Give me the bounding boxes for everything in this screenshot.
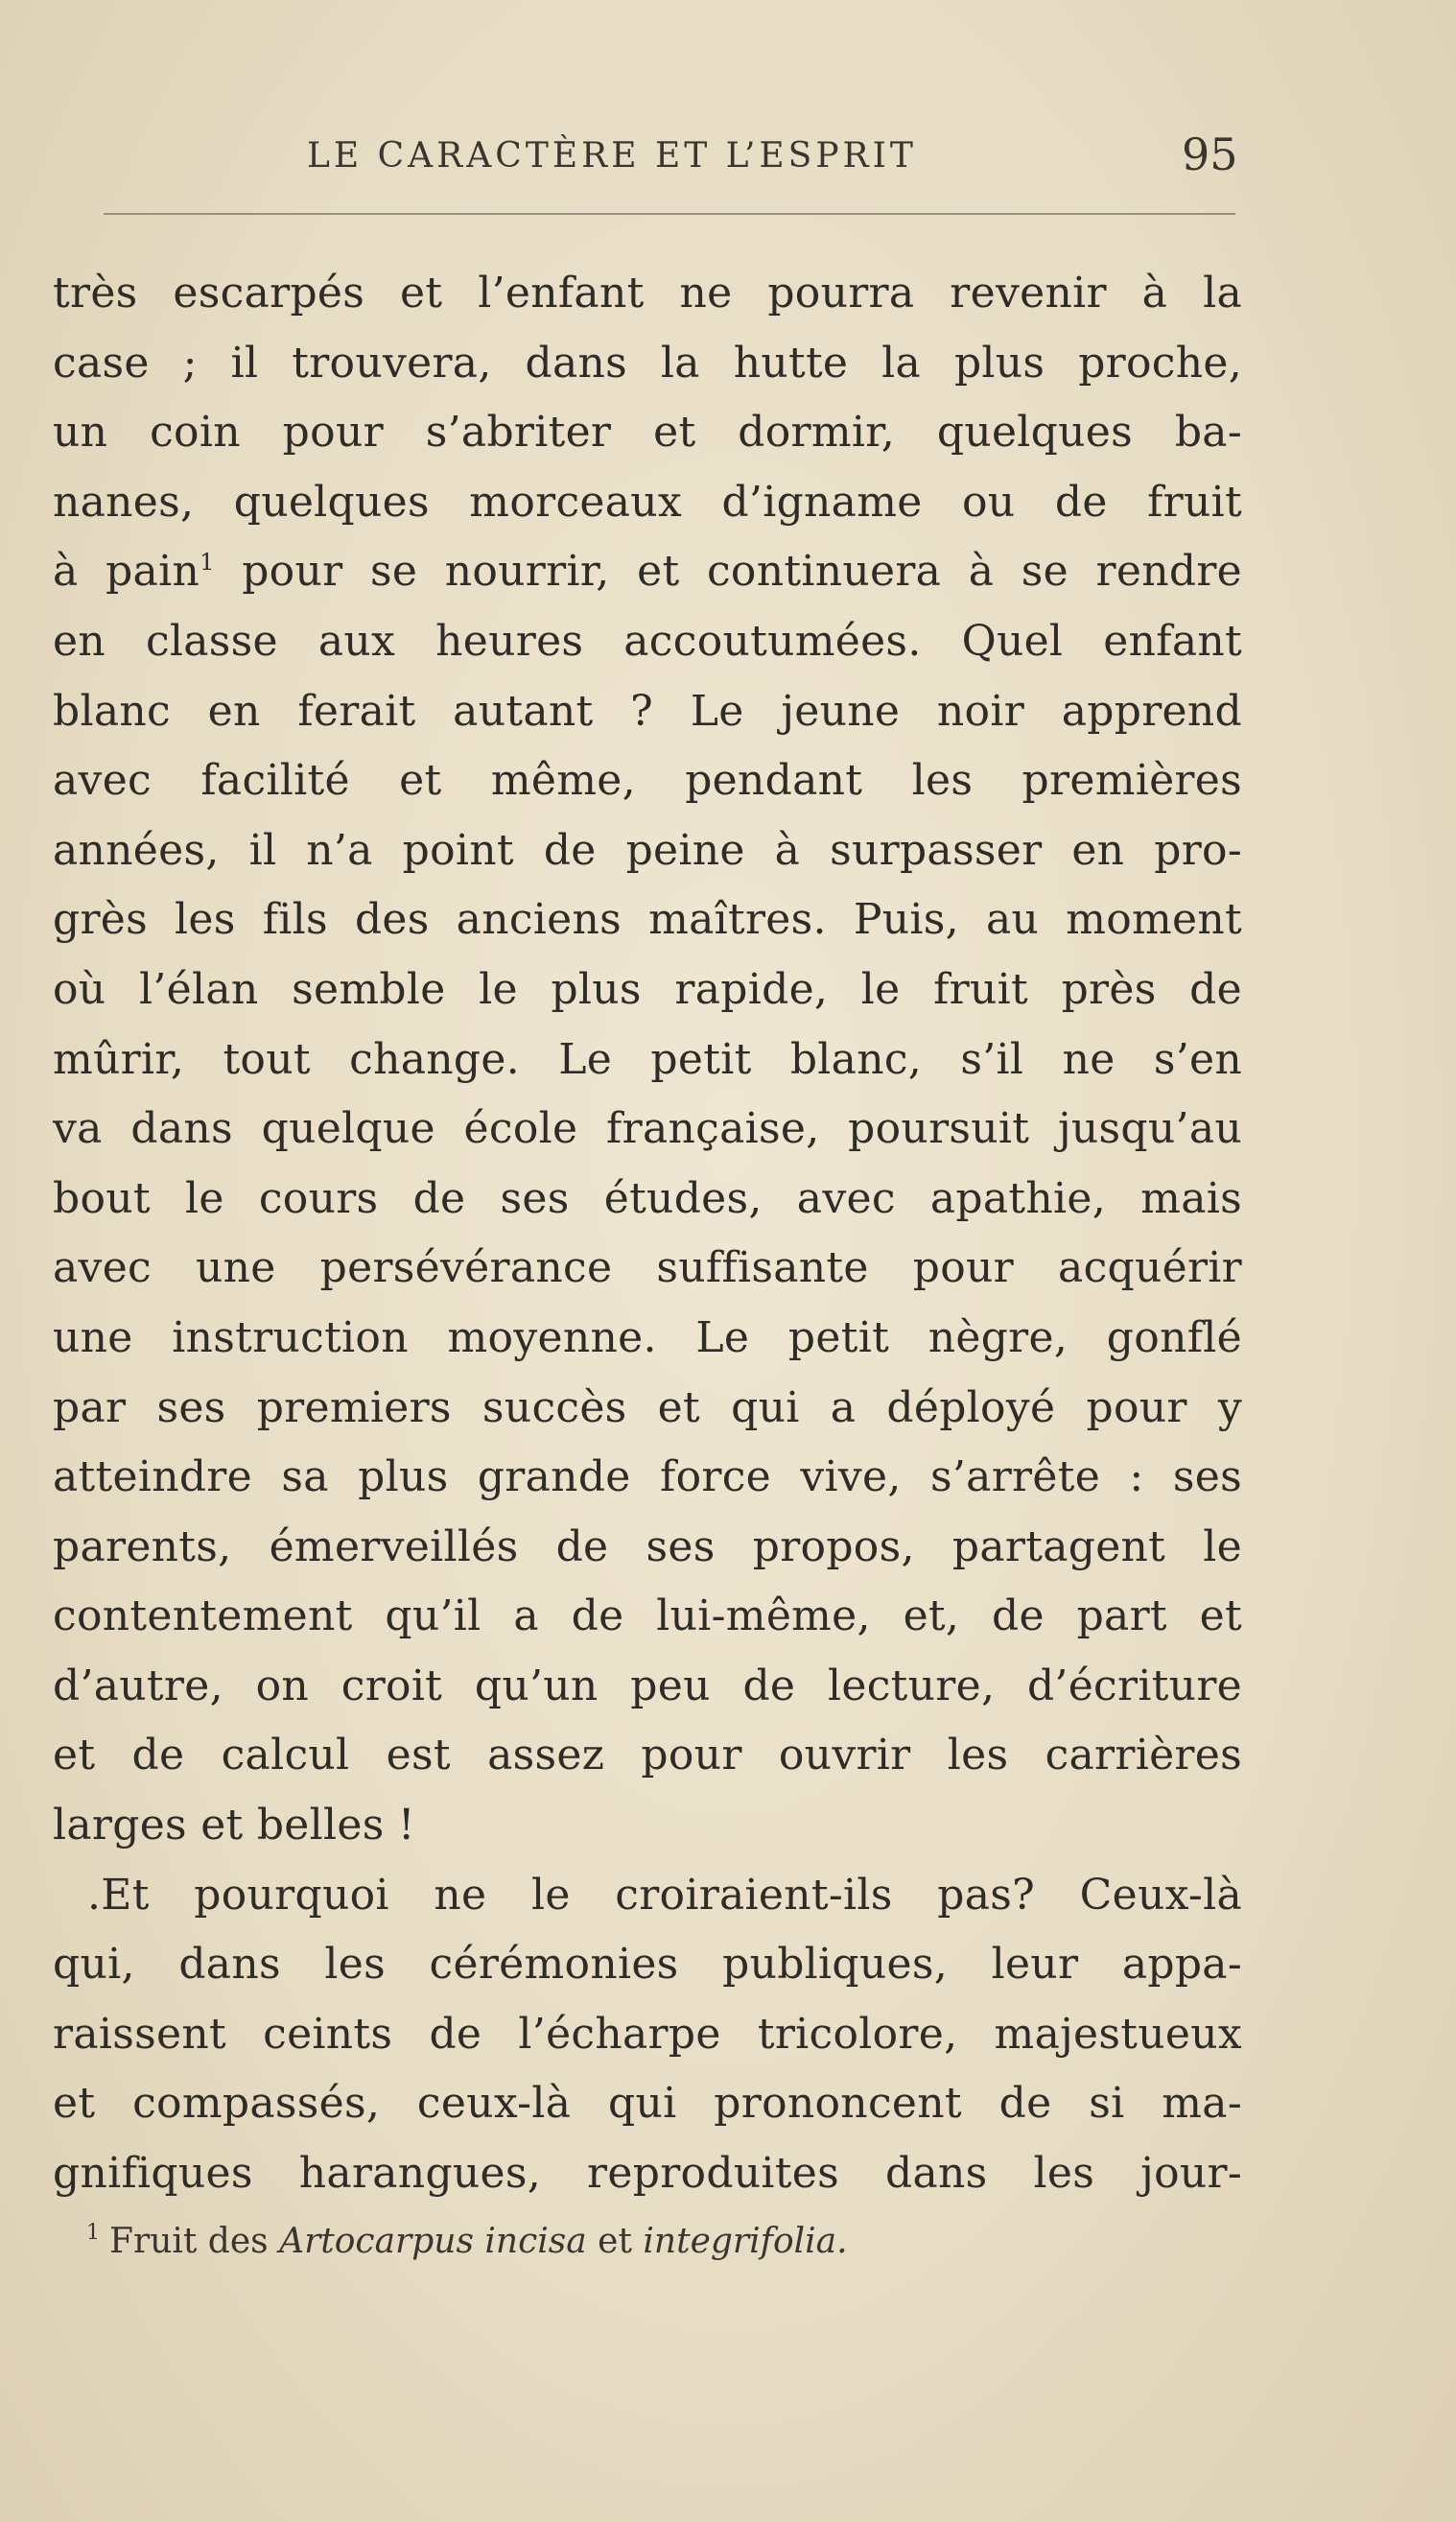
footnote-text: et bbox=[586, 2222, 644, 2261]
text-line: un coin pour s’abriter et dormir, quelques ba- bbox=[53, 408, 1242, 458]
text-fragment: pour se nourrir, et continuera à se rendre bbox=[214, 547, 1242, 597]
footnote-species-2: integrifolia. bbox=[643, 2222, 848, 2261]
text-line: va dans quelque école française, poursuit jusqu’au bbox=[53, 1104, 1242, 1154]
text-line: contentement qu’il a de lui-même, et, de part et bbox=[53, 1591, 1242, 1641]
footnote-mark: 1 bbox=[86, 2221, 100, 2245]
text-line: d’autre, on croit qu’un peu de lecture, d’écriture bbox=[53, 1661, 1242, 1710]
text-line: bout le cours de ses études, avec apathie, mais bbox=[53, 1173, 1242, 1223]
text-line: grès les fils des anciens maîtres. Puis, au moment bbox=[53, 895, 1242, 945]
text-line: blanc en ferait autant ? Le jeune noir apprend bbox=[53, 686, 1242, 736]
header-rule bbox=[104, 213, 1235, 215]
footnote bbox=[86, 2221, 848, 2261]
text-line: case ; il trouvera, dans la hutte la plus proche, bbox=[53, 338, 1242, 388]
footnote-species-1: Artocarpus incisa bbox=[279, 2222, 587, 2261]
text-line: avec facilité et même, pendant les premières bbox=[53, 756, 1242, 806]
text-line: où l’élan semble le plus rapide, le fruit près de bbox=[53, 964, 1242, 1014]
text-line: années, il n’a point de peine à surpasser en pro- bbox=[53, 825, 1242, 875]
text-line: qui, dans les cérémonies publiques, leur appa- bbox=[53, 1940, 1242, 1990]
text-line: parents, émerveillés de ses propos, partagent le bbox=[53, 1521, 1242, 1571]
text-line: très escarpés et l’enfant ne pourra revenir à la bbox=[53, 269, 1242, 318]
text-line: et compassés, ceux-là qui prononcent de si ma- bbox=[53, 2079, 1242, 2129]
running-head: LE CARACTÈRE ET L’ESPRIT bbox=[307, 136, 917, 176]
text-line: gnifiques harangues, reproduites dans les jour- bbox=[53, 2149, 1242, 2199]
text-line: et de calcul est assez pour ouvrir les carrières bbox=[53, 1731, 1242, 1780]
text-line-paragraph-start: .Et pourquoi ne le croiraient-ils pas? Ceux-là bbox=[87, 1870, 1242, 1920]
text-line: raissent ceints de l’écharpe tricolore, majestueux bbox=[53, 2009, 1242, 2059]
body-text bbox=[53, 259, 1242, 2209]
footnote-ref: 1 bbox=[200, 549, 215, 577]
text-line: mûrir, tout change. Le petit blanc, s’il ne s’en bbox=[53, 1034, 1242, 1084]
page-number: 95 bbox=[1182, 129, 1238, 180]
footnote-text: Fruit des bbox=[109, 2222, 280, 2261]
text-line: en classe aux heures accoutumées. Quel enfant bbox=[53, 616, 1242, 666]
text-line: atteindre sa plus grande force vive, s’arrête : ses bbox=[53, 1452, 1242, 1502]
text-line-paragraph-end: larges et belles ! bbox=[53, 1801, 415, 1850]
text-line: par ses premiers succès et qui a déployé pour y bbox=[53, 1382, 1242, 1432]
text-line: avec une persévérance suffisante pour acquérir bbox=[53, 1243, 1242, 1293]
text-line: nanes, quelques morceaux d’igname ou de fruit bbox=[53, 477, 1242, 527]
text-fragment: à pain bbox=[53, 547, 200, 597]
text-line: une instruction moyenne. Le petit nègre, gonflé bbox=[53, 1312, 1242, 1362]
text-line-with-footnote-ref bbox=[53, 537, 1242, 607]
